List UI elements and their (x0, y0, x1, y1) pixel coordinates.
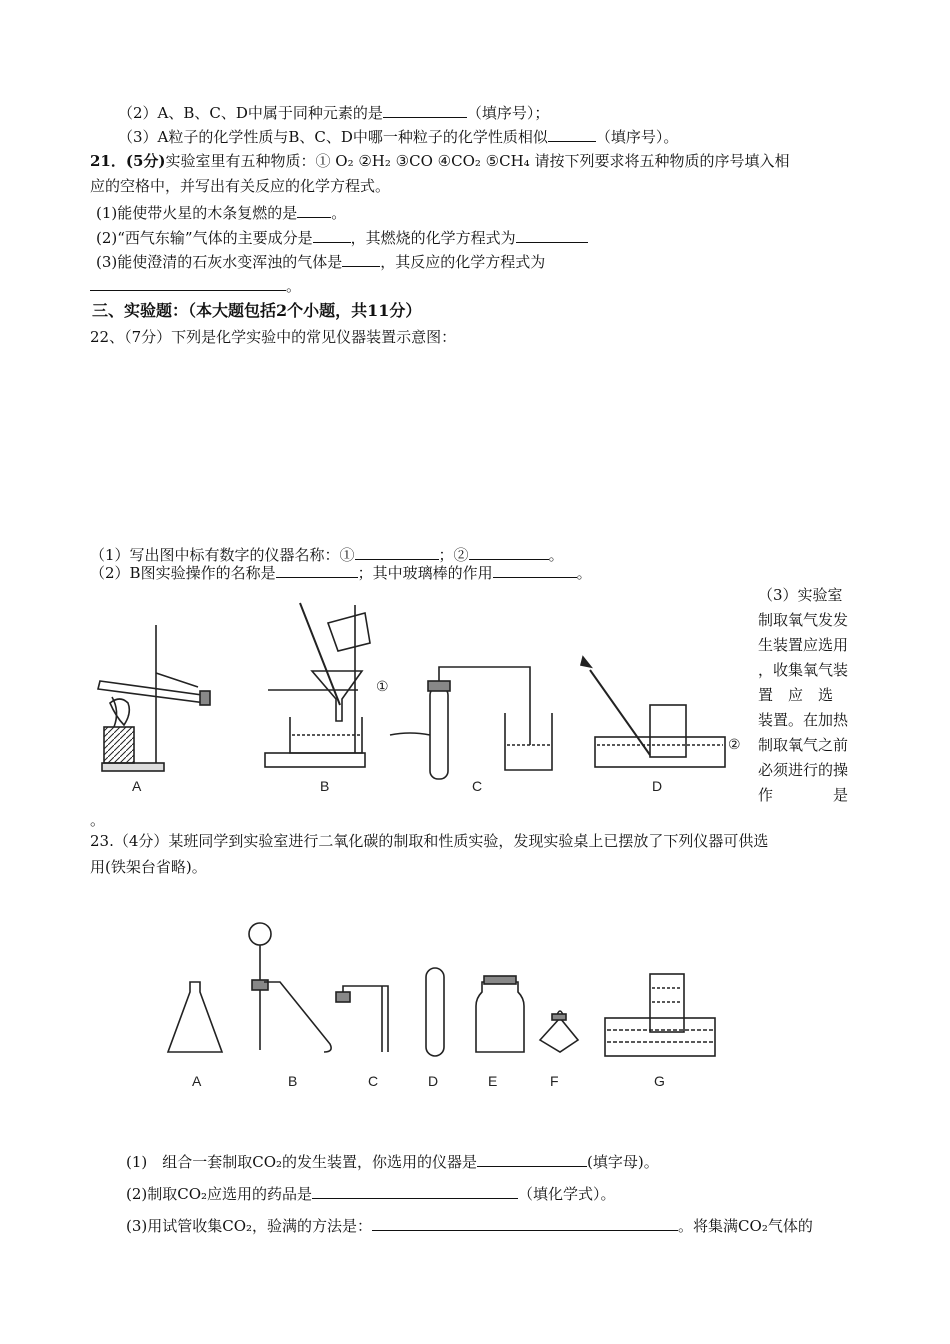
label-mark-2: ② (728, 737, 741, 753)
answer-blank[interactable] (372, 1216, 678, 1231)
q22-sub3-line: ，收集氧气装 (758, 661, 849, 679)
conduit-c (336, 986, 388, 1052)
answer-blank[interactable] (90, 276, 286, 291)
q23-stem-cont: 用(铁架台省略)。 (90, 858, 207, 876)
q22-sub2: （2）B图实验操作的名称是 ；其中玻璃棒的作用 。 (90, 564, 592, 582)
q22-sub3-line: 制取氧气之前 (758, 736, 849, 754)
section-heading: 三、实验题：（本大题包括2个小题，共11分） (92, 301, 422, 320)
q20-sub2: （2）A、B、C、D中属于同种元素的是 （填序号）； (118, 104, 550, 122)
answer-blank[interactable] (297, 203, 331, 218)
q21-sub3: (3)能使澄清的石灰水变浑浊的气体是 ，其反应的化学方程式为 (96, 253, 546, 271)
alcohol-lamp-f (540, 1011, 578, 1052)
fig-label-d: D (428, 1073, 439, 1089)
fig-label-a: A (192, 1073, 202, 1089)
q23-sub1: (1) 组合一套制取CO₂的发生装置，你选用的仪器是 (填字母)。 (126, 1153, 659, 1171)
fig-label-d: D (652, 778, 663, 794)
answer-blank[interactable] (548, 127, 596, 142)
answer-blank[interactable] (313, 228, 351, 243)
q22-apparatus-figure (90, 595, 750, 800)
q20-sub3: （3）A粒子的化学性质与B、C、D中哪一种粒子的化学性质相似 （填序号）。 (118, 128, 679, 146)
label-mark-1: ① (376, 679, 389, 695)
fig-label-b: B (288, 1073, 298, 1089)
answer-blank[interactable] (477, 1152, 587, 1167)
bottle-e (476, 976, 524, 1052)
fig-label-e: E (488, 1073, 498, 1089)
fig-label-b: B (320, 778, 330, 794)
apparatus-d (581, 657, 741, 767)
answer-blank[interactable] (355, 545, 439, 560)
fig-label-c: C (368, 1073, 379, 1089)
q22-sub3-line: 装置。在加热 (758, 711, 849, 729)
fig-label-g: G (654, 1073, 665, 1089)
q22-stem: 22、（7分）下列是化学实验中的常见仪器装置示意图： (90, 328, 457, 346)
q21-sub3-cont: 。 (90, 276, 301, 296)
q21-stem: 21．(5分)实验室里有五种物质：① O₂ ②H₂ ③CO ④CO₂ ⑤CH₄ 请按下列要求将五种物质的序号填入相 (90, 152, 790, 170)
q23-instruments-figure (160, 922, 720, 1092)
q21-stem-cont: 应的空格中，并写出有关反应的化学方程式。 (90, 177, 391, 195)
apparatus-b (265, 603, 389, 767)
q21-sub2: (2)“西气东输”气体的主要成分是 ，其燃烧的化学方程式为 (96, 228, 588, 248)
q23-stem: 23.（4分）某班同学到实验室进行二氧化碳的制取和性质实验，发现实验桌上已摆放了下列仪器可供选 (90, 832, 769, 850)
answer-blank[interactable] (312, 1184, 518, 1199)
answer-blank[interactable] (493, 563, 577, 578)
q22-sub3-line: 作 是 (758, 786, 849, 804)
answer-blank[interactable] (469, 545, 549, 560)
q22-sub3-line: 生装置应选用 (758, 636, 849, 654)
test-tube-d (426, 968, 444, 1056)
q22-sub3-line: （3）实验室 (758, 586, 843, 604)
q22-sub3-line: 制取氧气发发 (758, 611, 849, 629)
answer-blank[interactable] (516, 228, 588, 243)
fig-label-c: C (472, 778, 483, 794)
q23-sub3: (3)用试管收集CO₂，验满的方法是： 。将集满CO₂气体的 (126, 1217, 813, 1235)
apparatus-a (98, 625, 210, 771)
fig-label-a: A (132, 778, 142, 794)
q22-sub3-line: 必须进行的操 (758, 761, 849, 779)
q22-sub1: （1）写出图中标有数字的仪器名称：① ；② 。 (90, 546, 564, 564)
q23-sub2: (2)制取CO₂应选用的药品是 （填化学式）。 (126, 1185, 616, 1203)
q22-sub3-end: 。 (90, 811, 106, 829)
q21-sub1: (1)能使带火星的木条复燃的是 。 (96, 204, 347, 222)
fig-label-f: F (550, 1073, 559, 1089)
apparatus-c (390, 667, 552, 779)
q22-sub3-line: 置 应 选 (758, 686, 834, 704)
answer-blank[interactable] (276, 563, 358, 578)
conical-flask-a (168, 982, 222, 1052)
answer-blank[interactable] (342, 252, 380, 267)
water-trough-g (605, 974, 715, 1056)
answer-blank[interactable] (383, 103, 467, 118)
funnel-b (249, 923, 331, 1052)
